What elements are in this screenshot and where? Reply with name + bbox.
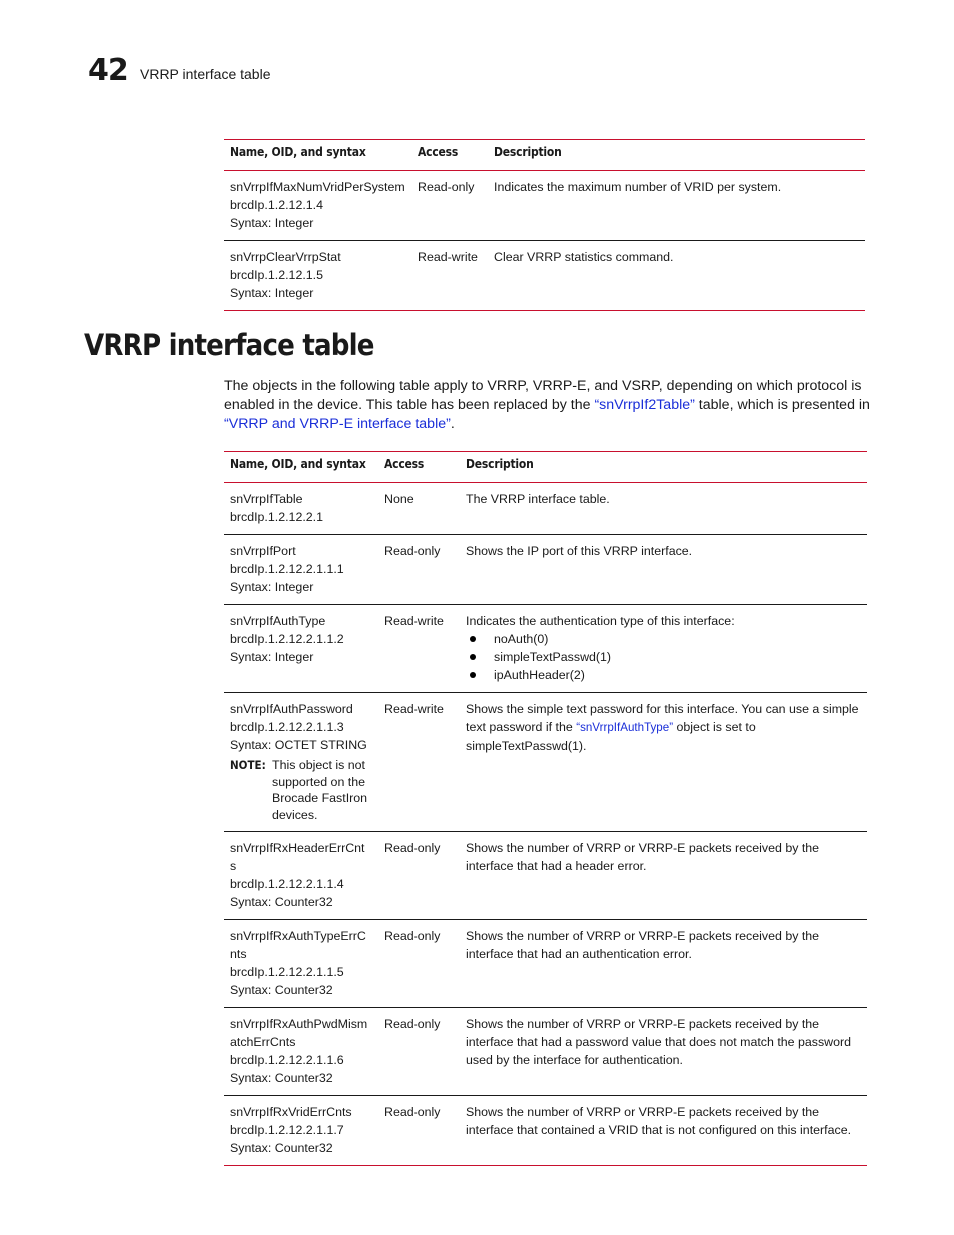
- object-syntax: Syntax: Counter32: [230, 983, 333, 997]
- column-header-access: Access: [378, 452, 460, 483]
- xref-link-vrrp-interface-table[interactable]: “VRRP and VRRP-E interface table”: [224, 416, 451, 432]
- access-cell: None: [378, 483, 460, 535]
- description-text: Shows the simple text password for this interface. You can use a simple text password if the: [466, 702, 859, 734]
- intro-text: .: [450, 416, 455, 432]
- description-cell: [460, 605, 867, 693]
- object-name: snVrrpIfRxAuthPwdMism: [230, 1017, 368, 1031]
- object-name: snVrrpIfRxHeaderErrCnt: [230, 841, 365, 855]
- intro-text: table, which is presented in: [694, 397, 870, 413]
- description-text: Indicates the authentication type of this interface:: [466, 614, 735, 628]
- object-cell: [224, 920, 378, 1008]
- note-text: This object is not supported on the Brocade FastIron devices.: [272, 758, 368, 822]
- note-label: NOTE:: [230, 758, 266, 772]
- description-text: object is set to simpleTextPasswd(1).: [466, 720, 756, 753]
- column-header-access: Access: [412, 140, 488, 171]
- object-cell: [224, 241, 412, 311]
- column-header-description: Description: [488, 140, 865, 171]
- access-cell: Read-only: [378, 832, 460, 920]
- table-row: [224, 483, 867, 535]
- object-name: snVrrpIfPort: [230, 544, 296, 558]
- object-name: snVrrpIfRxVridErrCnts: [230, 1105, 352, 1119]
- object-name-continued: s: [230, 859, 237, 873]
- object-syntax: Syntax: Counter32: [230, 1071, 333, 1085]
- xref-link-snvrrpifauthtype[interactable]: “snVrrpIfAuthType”: [576, 721, 674, 734]
- intro-text: The objects in the following table apply to VRRP, VRRP-E, and VSRP, depending on which protocol is enabled in the device. This table has been replaced by the: [224, 378, 862, 413]
- object-syntax: Syntax: Counter32: [230, 1141, 333, 1155]
- bullet-list: [466, 630, 861, 684]
- table-row: [224, 171, 865, 241]
- list-item: noAuth(0): [494, 630, 861, 648]
- description-cell: [460, 693, 867, 832]
- object-cell: [224, 693, 378, 832]
- object-oid: brcdIp.1.2.12.2.1.1.3: [230, 720, 344, 734]
- access-cell: Read-write: [378, 693, 460, 832]
- object-cell: [224, 535, 378, 605]
- table-header-row: [224, 140, 865, 171]
- xref-link-snvrrpif2table[interactable]: “snVrrpIf2Table”: [594, 397, 695, 413]
- description-cell: Shows the number of VRRP or VRRP-E packets received by the interface that had an authentication error.: [460, 920, 867, 1008]
- object-oid: brcdIp.1.2.12.2.1.1.4: [230, 877, 344, 891]
- table-header-row: [224, 452, 867, 483]
- object-oid: brcdIp.1.2.12.2.1.1.6: [230, 1053, 344, 1067]
- access-cell: Read-only: [378, 920, 460, 1008]
- object-name: snVrrpIfMaxNumVridPerSystem: [230, 180, 405, 194]
- table-row: [224, 1096, 867, 1166]
- mib-table-continued: [224, 139, 865, 311]
- object-oid: brcdIp.1.2.12.1.5: [230, 268, 323, 282]
- description-cell: The VRRP interface table.: [460, 483, 867, 535]
- access-cell: Read-only: [378, 1096, 460, 1166]
- table-row: [224, 1008, 867, 1096]
- description-cell: Shows the IP port of this VRRP interface.: [460, 535, 867, 605]
- object-cell: [224, 483, 378, 535]
- intro-paragraph: [224, 377, 870, 434]
- object-name: snVrrpIfRxAuthTypeErrC: [230, 929, 366, 943]
- object-cell: [224, 605, 378, 693]
- object-cell: [224, 832, 378, 920]
- description-cell: Clear VRRP statistics command.: [488, 241, 865, 311]
- object-cell: [224, 1008, 378, 1096]
- object-cell: [224, 171, 412, 241]
- list-item: simpleTextPasswd(1): [494, 648, 861, 666]
- table-row: [224, 535, 867, 605]
- object-syntax: Syntax: Integer: [230, 216, 314, 230]
- object-oid: brcdIp.1.2.12.2.1: [230, 510, 323, 524]
- object-oid: brcdIp.1.2.12.1.4: [230, 198, 323, 212]
- object-oid: brcdIp.1.2.12.2.1.1.2: [230, 632, 344, 646]
- access-cell: Read-write: [412, 241, 488, 311]
- description-cell: Shows the number of VRRP or VRRP-E packets received by the interface that had a password value that does not match the password used by the interface for authentication.: [460, 1008, 867, 1096]
- table-row: [224, 693, 867, 832]
- table-row: [224, 832, 867, 920]
- access-cell: Read-write: [378, 605, 460, 693]
- description-cell: Shows the number of VRRP or VRRP-E packets received by the interface that contained a VRID that is not configured on this interface.: [460, 1096, 867, 1166]
- column-header-name: Name, OID, and syntax: [224, 452, 378, 483]
- description-cell: Shows the number of VRRP or VRRP-E packets received by the interface that had a header error.: [460, 832, 867, 920]
- object-name: snVrrpIfTable: [230, 492, 303, 506]
- object-name: snVrrpIfAuthPassword: [230, 702, 353, 716]
- column-header-description: Description: [460, 452, 867, 483]
- object-name-continued: atchErrCnts: [230, 1035, 296, 1049]
- object-syntax: Syntax: Integer: [230, 580, 314, 594]
- access-cell: Read-only: [378, 535, 460, 605]
- note-box: [230, 757, 372, 823]
- list-item: ipAuthHeader(2): [494, 666, 861, 684]
- object-oid: brcdIp.1.2.12.2.1.1.7: [230, 1123, 344, 1137]
- access-cell: Read-only: [378, 1008, 460, 1096]
- object-oid: brcdIp.1.2.12.2.1.1.1: [230, 562, 344, 576]
- access-cell: Read-only: [412, 171, 488, 241]
- object-syntax: Syntax: Integer: [230, 286, 314, 300]
- object-cell: [224, 1096, 378, 1166]
- object-name-continued: nts: [230, 947, 247, 961]
- description-cell: Indicates the maximum number of VRID per system.: [488, 171, 865, 241]
- object-name: snVrrpClearVrrpStat: [230, 250, 341, 264]
- object-syntax: Syntax: OCTET STRING: [230, 738, 367, 752]
- object-oid: brcdIp.1.2.12.2.1.1.5: [230, 965, 344, 979]
- object-name: snVrrpIfAuthType: [230, 614, 326, 628]
- vrrp-interface-mib-table: [224, 451, 867, 1166]
- column-header-name: Name, OID, and syntax: [224, 140, 412, 171]
- object-syntax: Syntax: Counter32: [230, 895, 333, 909]
- table-row: [224, 605, 867, 693]
- object-syntax: Syntax: Integer: [230, 650, 314, 664]
- chapter-number: 42: [88, 53, 128, 88]
- section-title: VRRP interface table: [84, 328, 374, 362]
- table-row: [224, 241, 865, 311]
- table-row: [224, 920, 867, 1008]
- running-head-title: VRRP interface table: [140, 66, 271, 82]
